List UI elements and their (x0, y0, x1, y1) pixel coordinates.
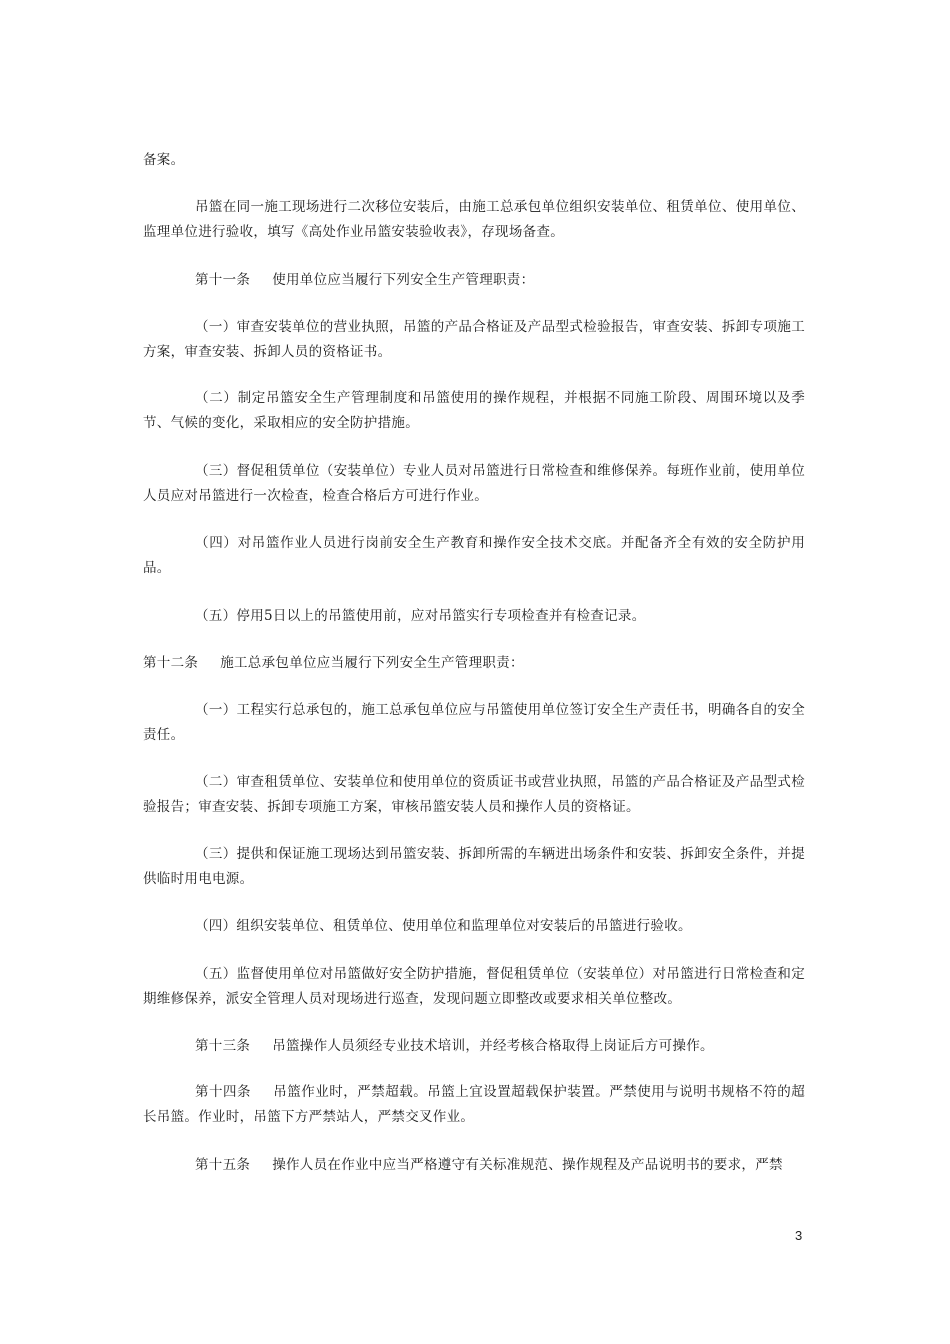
paragraph-5: （三）督促租赁单位（安装单位）专业人员对吊篮进行日常检查和维修保养。每班作业前，使用单位人员应对吊篮进行一次检查，检查合格后方可进行作业。 (143, 463, 805, 504)
article-number: 第十四条 (195, 1084, 251, 1100)
paragraph-12: （四）组织安装单位、租赁单位、使用单位和监理单位对安装后的吊篮进行验收。 (195, 918, 692, 934)
paragraph-10: （二）审查租赁单位、安装单位和使用单位的资质证书或营业执照，吊篮的产品合格证及产品型式检验报告；审查安装、拆卸专项施工方案，审核吊篮安装人员和操作人员的资格证。 (143, 774, 805, 815)
paragraph-0: 备案。 (143, 152, 185, 168)
page-number: 3 (795, 1228, 803, 1243)
article-12-heading: 第十二条 施工总承包单位应当履行下列安全生产管理职责： (143, 655, 524, 671)
paragraph-1: 吊篮在同一施工现场进行二次移位安装后，由施工总承包单位组织安装单位、租赁单位、使用单位、监理单位进行验收，填写《高处作业吊篮安装验收表》，存现场备查。 (143, 199, 805, 240)
article-number: 第十二条 (143, 655, 199, 671)
article-15: 第十五条 操作人员在作业中应当严格遵守有关标准规范、操作规程及产品说明书的要求，严禁 (195, 1157, 783, 1173)
paragraph-6: （四）对吊篮作业人员进行岗前安全生产教育和操作安全技术交底。并配备齐全有效的安全防护用品。 (143, 535, 805, 576)
article-11-heading: 第十一条 使用单位应当履行下列安全生产管理职责： (195, 272, 535, 288)
article-14: 第十四条 吊篮作业时，严禁超载。吊篮上宜设置超载保护装置。严禁使用与说明书规格不符的超长吊篮。作业时，吊篮下方严禁站人，严禁交叉作业。 (143, 1084, 805, 1125)
paragraph-3: （一）审查安装单位的营业执照，吊篮的产品合格证及产品型式检验报告，审查安装、拆卸专项施工方案，审查安装、拆卸人员的资格证书。 (143, 319, 805, 360)
paragraph-9: （一）工程实行总承包的，施工总承包单位应与吊篮使用单位签订安全生产责任书，明确各自的安全责任。 (143, 702, 805, 743)
article-13: 第十三条 吊篮操作人员须经专业技术培训，并经考核合格取得上岗证后方可操作。 (195, 1038, 714, 1054)
paragraph-4: （二）制定吊篮安全生产管理制度和吊篮使用的操作规程，并根据不同施工阶段、周围环境以及季节、气候的变化，采取相应的安全防护措施。 (143, 390, 805, 431)
paragraph-7: （五）停用5日以上的吊篮使用前，应对吊篮实行专项检查并有检查记录。 (195, 608, 646, 624)
paragraph-11: （三）提供和保证施工现场达到吊篮安装、拆卸所需的车辆进出场条件和安装、拆卸安全条件，并提供临时用电电源。 (143, 846, 805, 887)
paragraph-13: （五）监督使用单位对吊篮做好安全防护措施，督促租赁单位（安装单位）对吊篮进行日常检查和定期维修保养，派安全管理人员对现场进行巡查，发现问题立即整改或要求相关单位整改。 (143, 966, 805, 1007)
article-number: 第十三条 (195, 1038, 251, 1054)
article-number: 第十一条 (195, 272, 251, 288)
article-number: 第十五条 (195, 1157, 251, 1173)
